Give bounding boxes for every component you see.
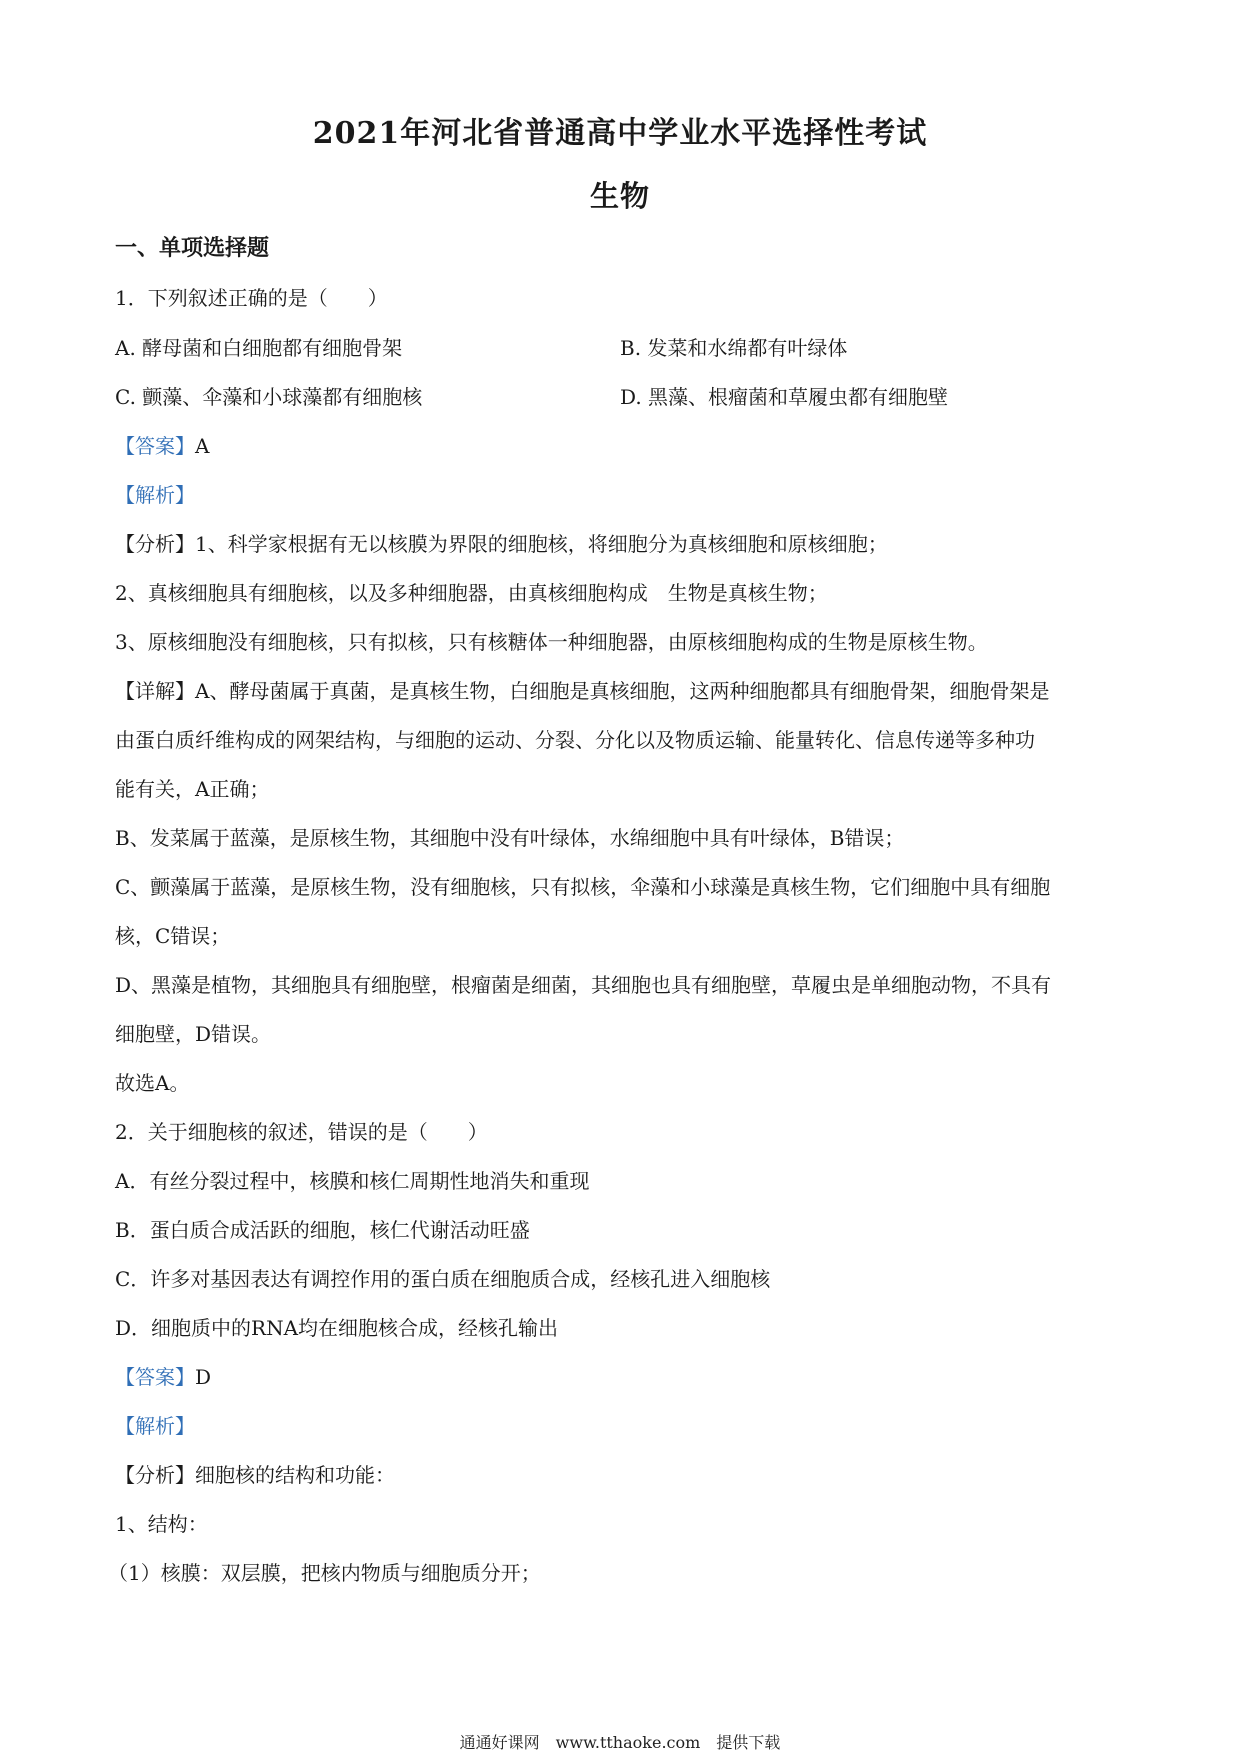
q1-answer-value: A <box>195 434 210 458</box>
q2-answer <box>115 1365 1135 1389</box>
document-title: 2021年河北省普通高中学业水平选择性考试 <box>312 116 928 151</box>
footer-watermark-link[interactable]: 通通好课网 www.tthaoke.com 提供下载 <box>459 1733 781 1752</box>
q1-answer <box>115 434 1135 458</box>
q1-detail-line: 细胞壁，D错误。 <box>115 1022 272 1046</box>
q1-detail-line: D、黑藻是植物，其细胞具有细胞壁，根瘤菌是细菌，其细胞也具有细胞壁，草履虫是单细胞动物，不具有 <box>115 973 1052 997</box>
q2-option-a: A．有丝分裂过程中，核膜和核仁周期性地消失和重现 <box>115 1169 590 1193</box>
q2-option-d: D．细胞质中的RNA均在细胞核合成，经核孔输出 <box>115 1316 559 1340</box>
q1-option-c: C. 颤藻、伞藻和小球藻都有细胞核 <box>115 385 423 409</box>
q1-stem: 1．下列叙述正确的是（ ） <box>115 286 388 310</box>
q2-answer-value: D <box>195 1365 212 1389</box>
q1-detail-line: B、发菜属于蓝藻，是原核生物，其细胞中没有叶绿体，水绵细胞中具有叶绿体，B错误； <box>115 826 905 850</box>
q1-option-b: B. 发菜和水绵都有叶绿体 <box>620 336 848 360</box>
q2-stem: 2．关于细胞核的叙述，错误的是（ ） <box>115 1120 488 1144</box>
q1-analysis-line: 2、真核细胞具有细胞核，以及多种细胞器，由真核细胞构成 生物是真核生物； <box>115 581 828 605</box>
q2-option-b: B．蛋白质合成活跃的细胞，核仁代谢活动旺盛 <box>115 1218 530 1242</box>
q1-detail-line: C、颤藻属于蓝藻，是原核生物，没有细胞核，只有拟核，伞藻和小球藻是真核生物，它们细胞中具有细胞 <box>115 875 1051 899</box>
q1-option-a: A. 酵母菌和白细胞都有细胞骨架 <box>115 336 403 360</box>
q1-detail-line: 能有关，A正确； <box>115 777 270 801</box>
q2-analysis-tag: 【解析】 <box>115 1414 195 1438</box>
q1-detail-line: 核，C错误； <box>115 924 231 948</box>
q2-option-c: C．许多对基因表达有调控作用的蛋白质在细胞质合成，经核孔进入细胞核 <box>115 1267 771 1291</box>
q1-option-d: D. 黑藻、根瘤菌和草履虫都有细胞壁 <box>620 385 949 409</box>
q1-analysis-line: 【分析】1、科学家根据有无以核膜为界限的细胞核，将细胞分为真核细胞和原核细胞； <box>115 532 888 556</box>
q2-analysis-line: 1、结构： <box>115 1512 208 1536</box>
q1-detail-line: 由蛋白质纤维构成的网架结构，与细胞的运动、分裂、分化以及物质运输、能量转化、信息传递等多种功 <box>115 728 1035 752</box>
q2-analysis-line: （1）核膜：双层膜，把核内物质与细胞质分开； <box>108 1561 541 1585</box>
q1-detail-line: 【详解】A、酵母菌属于真菌，是真核生物，白细胞是真核细胞，这两种细胞都具有细胞骨架，细胞骨架是 <box>115 679 1050 703</box>
subject-title: 生物 <box>589 179 650 213</box>
q1-analysis-tag: 【解析】 <box>115 483 195 507</box>
section-heading: 一、单项选择题 <box>115 235 270 261</box>
q1-answer-tag: 【答案】 <box>115 434 195 458</box>
q1-analysis-line: 3、原核细胞没有细胞核，只有拟核，只有核糖体一种细胞器，由原核细胞构成的生物是原核生物。 <box>115 630 988 654</box>
q1-conclusion: 故选A。 <box>115 1071 190 1095</box>
q2-analysis-line: 【分析】细胞核的结构和功能： <box>115 1463 395 1487</box>
q2-answer-tag: 【答案】 <box>115 1365 195 1389</box>
